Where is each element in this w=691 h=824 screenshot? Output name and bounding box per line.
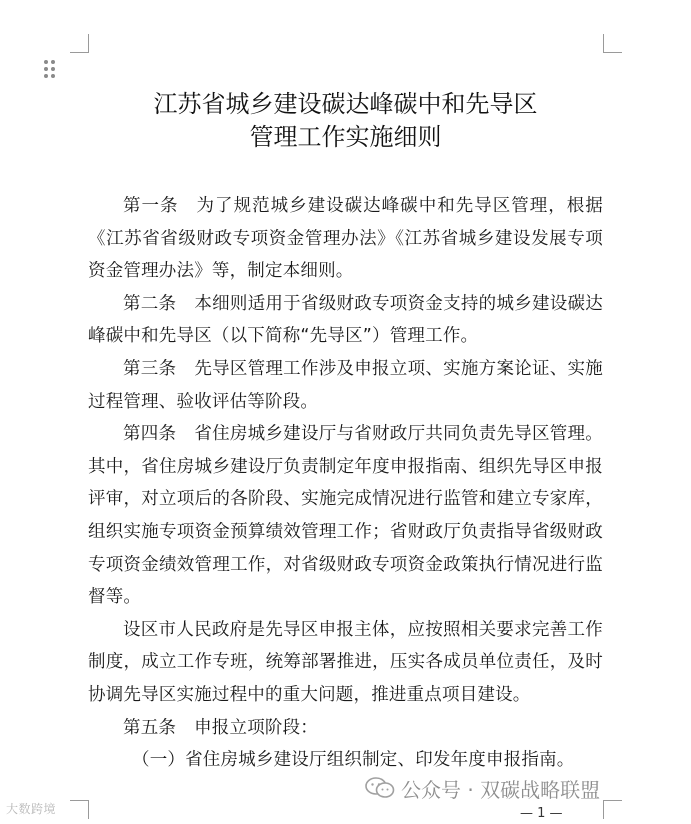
article-text: 本细则适用于省级财政专项资金支持的城乡建设碳达峰碳中和先导区（以下简称“先导区”）管理工作。	[88, 293, 603, 347]
article-3	[88, 353, 603, 418]
article-text: 为了规范城乡建设碳达峰碳中和先导区管理，根据《江苏省省级财政专项资金管理办法》《江苏省城乡建设发展专项资金管理办法》等，制定本细则。	[88, 196, 603, 282]
wechat-icon	[365, 777, 395, 799]
document-title	[88, 88, 603, 154]
title-line-1: 江苏省城乡建设碳达峰碳中和先导区	[153, 90, 538, 118]
article-5-item-1: （一）省住房城乡建设厅组织制定、印发年度申报指南。	[132, 750, 575, 771]
article-5	[88, 712, 603, 745]
crop-mark-bottom-right	[603, 800, 622, 819]
article-text: 省住房城乡建设厅与省财政厅共同负责先导区管理。其中，省住房城乡建设厅负责制定年度申报指南、组织先导区申报评审，对立项后的各阶段、实施完成情况进行监管和建立专家库，组织实施专项资金预算绩效管理工作；省财政厅负责指导省级财政专项资金绩效管理工作，对省级财政专项资金政策执行情况进行监督等。	[88, 424, 603, 608]
article-head: 第三条	[123, 358, 177, 379]
crop-mark-top-left	[70, 34, 89, 53]
article-text: 先导区管理工作涉及申报立项、实施方案论证、实施过程管理、验收评估等阶段。	[88, 358, 603, 412]
crop-mark-top-right	[603, 34, 622, 53]
wechat-watermark	[365, 773, 600, 803]
drag-handle-icon[interactable]	[44, 60, 56, 78]
footer-logo-text: 大数跨境	[6, 802, 57, 816]
article-text: 申报立项阶段：	[194, 717, 319, 738]
footer-logo	[6, 800, 56, 817]
page-number: — 1 —	[520, 806, 563, 821]
watermark-text: 公众号 · 双碳战略联盟	[401, 777, 601, 802]
article-4	[88, 418, 603, 614]
crop-mark-bottom-left	[70, 800, 89, 819]
title-line-2: 管理工作实施细则	[249, 123, 442, 151]
article-head: 第五条	[123, 717, 177, 738]
document-body	[88, 190, 603, 777]
article-text: 设区市人民政府是先导区申报主体，应按照相关要求完善工作制度，成立工作专班，统筹部署推进，压实各成员单位责任，及时协调先导区实施过程中的重大问题，推进重点项目建设。	[88, 619, 603, 705]
article-head: 第一条	[123, 196, 179, 216]
article-2	[88, 288, 603, 353]
article-1	[88, 190, 603, 288]
article-head: 第二条	[123, 293, 177, 314]
article-head: 第四条	[123, 424, 177, 445]
article-4-paragraph-2	[88, 614, 603, 712]
